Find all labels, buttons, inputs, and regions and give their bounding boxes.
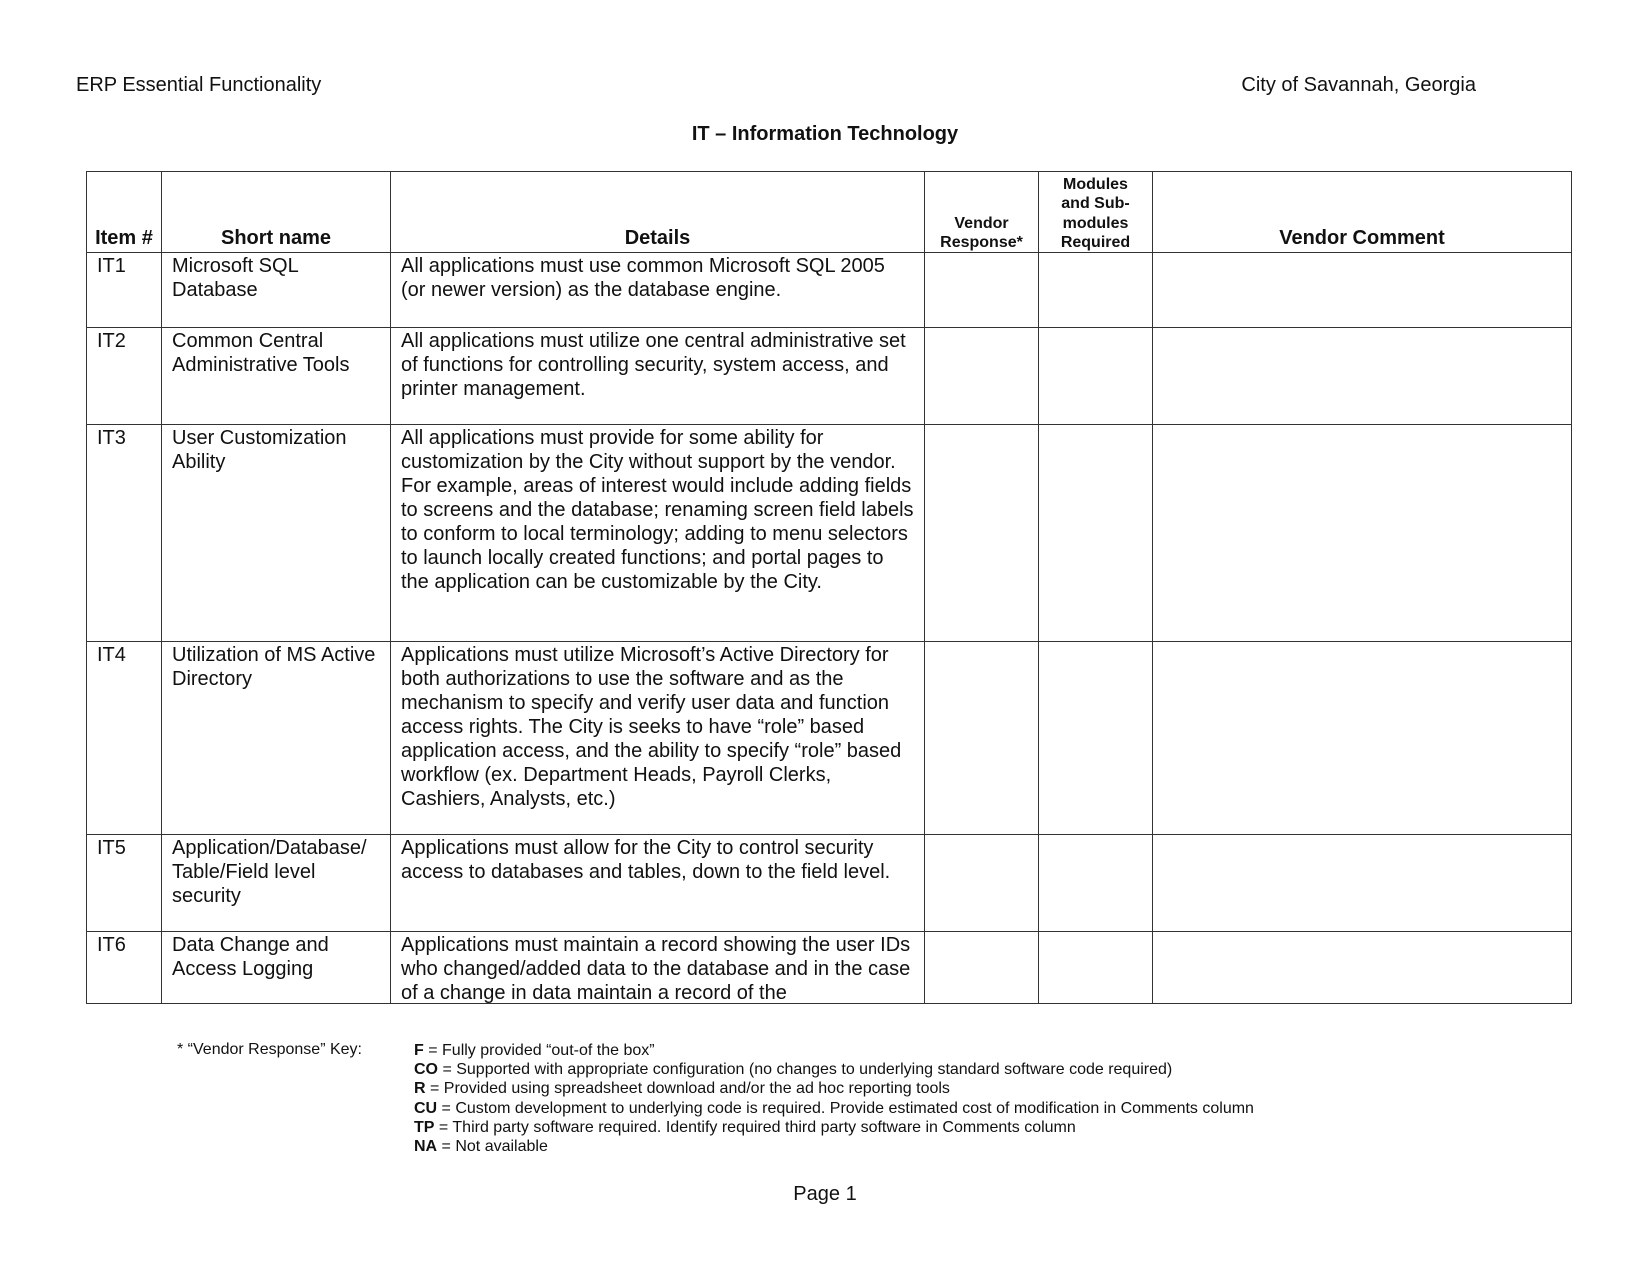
cell-vendor-response[interactable] — [925, 253, 1039, 328]
table-row — [87, 835, 1572, 932]
cell-short-name: Microsoft SQL Database — [162, 253, 391, 328]
key-code: NA — [414, 1138, 438, 1156]
cell-short-name: Utilization of MS Active Directory — [162, 642, 391, 835]
cell-item: IT5 — [87, 835, 162, 932]
column-header-details: Details — [391, 172, 925, 253]
key-entry — [414, 1041, 1254, 1060]
document-header-left: ERP Essential Functionality — [76, 74, 322, 96]
key-description: = Custom development to underlying code is required. Provide estimated cost of modification in Comments column — [437, 1099, 1254, 1117]
cell-vendor-comment[interactable] — [1153, 642, 1572, 835]
cell-vendor-comment[interactable] — [1153, 835, 1572, 932]
table-row — [87, 328, 1572, 425]
key-entry — [414, 1079, 1254, 1098]
cell-modules[interactable] — [1039, 253, 1153, 328]
cell-details-text: Applications must maintain a record showing the user IDs who changed/added data to the database and in the case of a change in data maintain a record of the — [401, 934, 911, 1003]
table-row — [87, 425, 1572, 642]
cell-modules[interactable] — [1039, 425, 1153, 642]
cell-modules[interactable] — [1039, 835, 1153, 932]
cell-details: Applications must utilize Microsoft’s Active Directory for both authorizations to use the software and as the mechanism to specify and verify user data and function access rights. The City is seeks to have “role” based application access, and the ability to specify “role” based workflow (ex. Department Heads, Payroll Clerks, Cashiers, Analysts, etc.) — [391, 642, 925, 835]
cell-item: IT4 — [87, 642, 162, 835]
key-entry — [414, 1137, 1254, 1156]
key-description: = Fully provided “out-of the box” — [423, 1042, 655, 1059]
cell-short-name: User Customization Ability — [162, 425, 391, 642]
column-header-item: Item # — [87, 172, 162, 253]
key-code: F — [414, 1042, 424, 1059]
cell-short-name: Data Change and Access Logging — [162, 932, 391, 1004]
requirements-table — [86, 171, 1572, 1004]
key-code: CO — [414, 1061, 438, 1079]
key-code: R — [414, 1080, 426, 1098]
key-code: TP — [414, 1118, 435, 1136]
cell-item: IT2 — [87, 328, 162, 425]
cell-item: IT1 — [87, 253, 162, 328]
cell-item: IT3 — [87, 425, 162, 642]
column-header-modules: Modules and Sub-modules Required — [1039, 172, 1153, 253]
column-header-vendor-comment: Vendor Comment — [1153, 172, 1572, 253]
cell-details: Applications must allow for the City to control security access to databases and tables, down to the field level. — [391, 835, 925, 932]
table-row — [87, 642, 1572, 835]
table-header-row — [87, 172, 1572, 253]
key-entry — [414, 1118, 1254, 1137]
cell-vendor-response[interactable] — [925, 642, 1039, 835]
cell-modules[interactable] — [1039, 642, 1153, 835]
column-header-vendor-response: Vendor Response* — [925, 172, 1039, 253]
key-entry — [414, 1099, 1254, 1118]
cell-details: All applications must use common Microsoft SQL 2005 (or newer version) as the database engine. — [391, 253, 925, 328]
cell-vendor-response[interactable] — [925, 425, 1039, 642]
key-description: = Third party software required. Identify required third party software in Comments column — [434, 1118, 1076, 1136]
cell-vendor-comment[interactable] — [1153, 253, 1572, 328]
vendor-response-key-list — [414, 1041, 1254, 1156]
table-row — [87, 932, 1572, 1004]
cell-vendor-response[interactable] — [925, 328, 1039, 425]
cell-details: All applications must provide for some ability for customization by the City without support by the vendor. For example, areas of interest would include adding fields to screens and the database; renaming screen field labels to conform to local terminology; adding to menu selectors to launch locally created functions; and portal pages to the application can be customizable by the City. — [391, 425, 925, 642]
key-description: = Provided using spreadsheet download and/or the ad hoc reporting tools — [425, 1080, 950, 1098]
key-description: = Not available — [437, 1138, 548, 1156]
key-code: CU — [414, 1099, 438, 1117]
vendor-response-key-label: * “Vendor Response” Key: — [177, 1041, 362, 1058]
cell-vendor-comment[interactable] — [1153, 932, 1572, 1004]
key-entry — [414, 1060, 1254, 1079]
cell-details: All applications must utilize one central administrative set of functions for controlling security, system access, and printer management. — [391, 328, 925, 425]
cell-short-name: Common Central Administrative Tools — [162, 328, 391, 425]
cell-short-name: Application/Database/ Table/Field level security — [162, 835, 391, 932]
table-row — [87, 253, 1572, 328]
document-header-right: City of Savannah, Georgia — [1241, 74, 1476, 96]
cell-item: IT6 — [87, 932, 162, 1004]
key-description: = Supported with appropriate configuration (no changes to underlying standard software code required) — [438, 1061, 1173, 1079]
cell-modules[interactable] — [1039, 932, 1153, 1004]
cell-vendor-response[interactable] — [925, 835, 1039, 932]
column-header-short-name: Short name — [162, 172, 391, 253]
cell-vendor-comment[interactable] — [1153, 328, 1572, 425]
cell-modules[interactable] — [1039, 328, 1153, 425]
cell-details — [391, 932, 925, 1004]
section-title: IT – Information Technology — [691, 123, 959, 145]
page-number: Page 1 — [793, 1183, 857, 1205]
cell-vendor-comment[interactable] — [1153, 425, 1572, 642]
cell-vendor-response[interactable] — [925, 932, 1039, 1004]
